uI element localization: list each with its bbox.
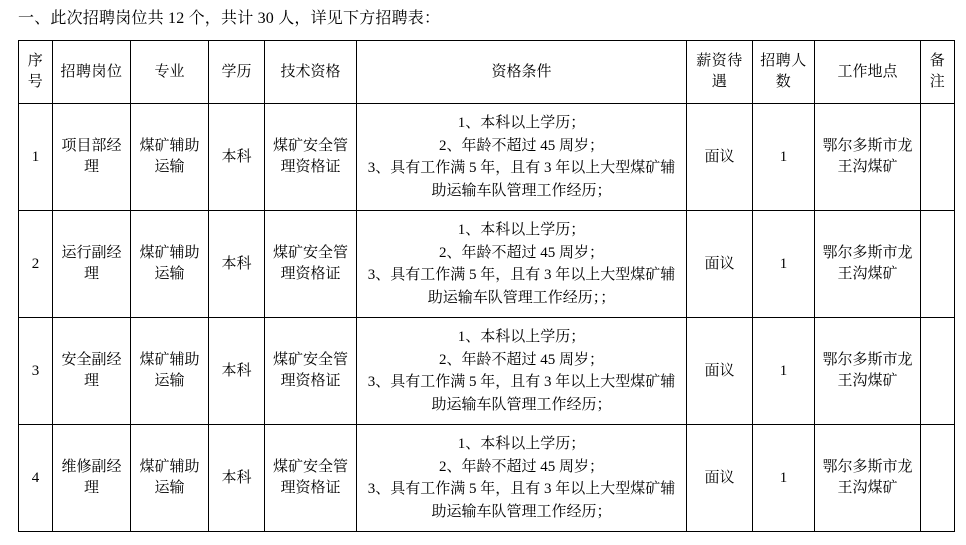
cell-major: 煤矿辅助运输: [131, 425, 209, 532]
column-header-qualification: 资格条件: [357, 41, 687, 104]
table-header: [19, 41, 955, 104]
qualification-line: 1、本科以上学历；: [457, 222, 586, 239]
cell-salary: 面议: [687, 318, 753, 425]
table-row: [19, 211, 955, 318]
recruitment-table: [18, 40, 955, 532]
cell-headcount: 1: [753, 425, 815, 532]
table-body: [19, 104, 955, 532]
cell-post: 维修副经理: [53, 425, 131, 532]
qualification-line: 2、年龄不超过 45 周岁；: [438, 351, 604, 368]
cell-remark: [921, 425, 955, 532]
table-row: [19, 318, 955, 425]
cell-salary: 面议: [687, 211, 753, 318]
cell-headcount: 1: [753, 318, 815, 425]
column-header-education: 学历: [209, 41, 265, 104]
cell-qualification: [357, 318, 687, 425]
qualification-line: 3、具有工作满 5 年，且有 3 年以上大型煤矿辅助运输车队管理工作经历；: [367, 481, 676, 520]
qualification-line: 2、年龄不超过 45 周岁；: [438, 137, 604, 154]
qualification-line: 1、本科以上学历；: [457, 115, 586, 132]
table-row: [19, 104, 955, 211]
cell-qualification: [357, 104, 687, 211]
column-header-remark: 备注: [921, 41, 955, 104]
qualification-line: 3、具有工作满 5 年，且有 3 年以上大型煤矿辅助运输车队管理工作经历；；: [367, 267, 676, 306]
column-header-seq: 序号: [19, 41, 53, 104]
cell-qualification: [357, 425, 687, 532]
qualification-line: 3、具有工作满 5 年，且有 3 年以上大型煤矿辅助运输车队管理工作经历；: [367, 160, 676, 199]
cell-tech: 煤矿安全管理资格证: [265, 104, 357, 211]
column-header-headcount: 招聘人数: [753, 41, 815, 104]
cell-seq: 4: [19, 425, 53, 532]
table-header-row: [19, 41, 955, 104]
column-header-post: 招聘岗位: [53, 41, 131, 104]
qualification-line: 1、本科以上学历；: [457, 436, 586, 453]
cell-education: 本科: [209, 318, 265, 425]
cell-tech: 煤矿安全管理资格证: [265, 318, 357, 425]
cell-headcount: 1: [753, 104, 815, 211]
column-header-tech: 技术资格: [265, 41, 357, 104]
cell-location: 鄂尔多斯市龙王沟煤矿: [815, 425, 921, 532]
cell-post: 运行副经理: [53, 211, 131, 318]
cell-tech: 煤矿安全管理资格证: [265, 211, 357, 318]
cell-education: 本科: [209, 211, 265, 318]
cell-post: 安全副经理: [53, 318, 131, 425]
cell-remark: [921, 211, 955, 318]
qualification-line: 2、年龄不超过 45 周岁；: [438, 244, 604, 261]
cell-seq: 3: [19, 318, 53, 425]
cell-remark: [921, 104, 955, 211]
cell-seq: 1: [19, 104, 53, 211]
column-header-location: 工作地点: [815, 41, 921, 104]
cell-location: 鄂尔多斯市龙王沟煤矿: [815, 104, 921, 211]
qualification-line: 3、具有工作满 5 年，且有 3 年以上大型煤矿辅助运输车队管理工作经历；: [367, 374, 676, 413]
column-header-salary: 薪资待遇: [687, 41, 753, 104]
cell-location: 鄂尔多斯市龙王沟煤矿: [815, 318, 921, 425]
cell-major: 煤矿辅助运输: [131, 211, 209, 318]
column-header-major: 专业: [131, 41, 209, 104]
cell-salary: 面议: [687, 104, 753, 211]
cell-headcount: 1: [753, 211, 815, 318]
cell-remark: [921, 318, 955, 425]
cell-location: 鄂尔多斯市龙王沟煤矿: [815, 211, 921, 318]
cell-major: 煤矿辅助运输: [131, 104, 209, 211]
cell-seq: 2: [19, 211, 53, 318]
table-row: [19, 425, 955, 532]
cell-education: 本科: [209, 425, 265, 532]
qualification-line: 2、年龄不超过 45 周岁；: [438, 458, 604, 475]
cell-education: 本科: [209, 104, 265, 211]
intro-paragraph: 一、此次招聘岗位共 12 个，共计 30 人，详见下方招聘表：: [18, 10, 441, 27]
qualification-line: 1、本科以上学历；: [457, 329, 586, 346]
cell-qualification: [357, 211, 687, 318]
cell-post: 项目部经理: [53, 104, 131, 211]
cell-salary: 面议: [687, 425, 753, 532]
cell-tech: 煤矿安全管理资格证: [265, 425, 357, 532]
cell-major: 煤矿辅助运输: [131, 318, 209, 425]
